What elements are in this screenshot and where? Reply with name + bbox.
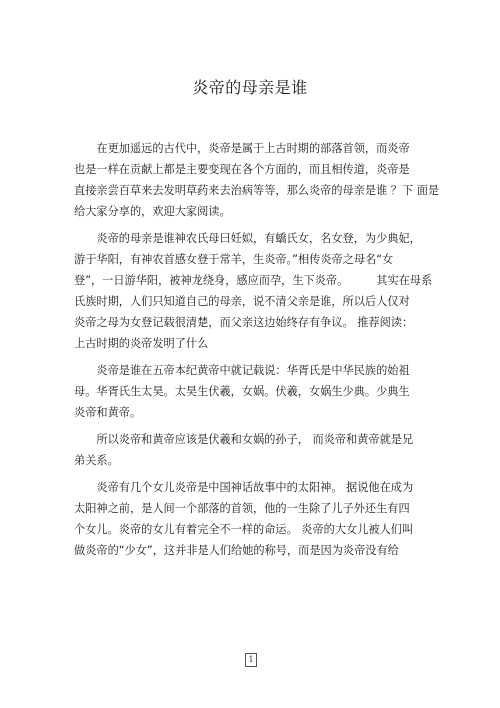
paragraph xyxy=(74,429,434,471)
text-line: 做炎帝的“少女”，这并非是人们给她的称号，而是因为炎帝没有给 xyxy=(74,544,399,557)
paragraph xyxy=(74,477,434,561)
paragraph xyxy=(74,138,440,222)
text-line: 母。华胥氏生太昊。太昊生伏羲，女娲。伏羲，女娲生少典。少典生 xyxy=(74,385,410,398)
text-line: 炎帝和黄帝。 xyxy=(74,406,142,419)
text-line: 所以炎帝和黄帝应该是伏羲和女娲的孙子， 而炎帝和黄帝就是兄 xyxy=(74,433,414,446)
text-line: 炎帝之母为女登记载很清楚，而父亲这边始终存有争议。 推荐阅读： xyxy=(74,316,414,329)
text-line: 氏族时期，人们只知道自己的母亲，说不清父亲是谁，所以后人仅对 xyxy=(74,295,410,308)
text-line: 在更加遥远的古代中，炎帝是属于上古时期的部落首领，而炎帝 xyxy=(74,142,410,155)
text-line: 也是一样在贡献上都是主要变现在各个方面的，而且相传道，炎帝是 xyxy=(74,163,410,176)
paragraph xyxy=(74,228,434,354)
text-line: 炎帝的母亲是谁神农氏母曰妊姒，有蟜氏女，名女登，为少典妃， xyxy=(74,232,421,245)
document-body xyxy=(74,138,440,561)
text-line: 炎帝是谁在五帝本纪黄帝中就记载说：华胥氏是中华民族的始祖 xyxy=(74,364,410,377)
document-title: 炎帝的母亲是谁 xyxy=(192,78,308,97)
text-line: 游于华阳，有神农首感女登于常羊，生炎帝。”相传炎帝之母名“女 xyxy=(74,253,394,266)
text-line: 个女儿。炎帝的女儿有着完全不一样的命运。 炎帝的大女儿被人们叫 xyxy=(74,523,414,536)
text-line: 直接亲尝百草来去发明草药来去治病等等，那么炎帝的母亲是谁 ？下 面是 xyxy=(74,184,440,197)
text-line: 登”，一日游华阳，被神龙绕身，感应而孕，生下炎帝。 其实在母系 xyxy=(74,274,433,287)
text-line: 炎帝有几个女儿炎帝是中国神话故事中的太阳神。 据说他在成为 xyxy=(74,481,414,494)
page-number: 1 xyxy=(245,653,257,667)
text-line: 太阳神之前，是人间一个部落的首领，他的一生除了儿子外还生有四 xyxy=(74,502,410,515)
text-line: 给大家分享的，欢迎大家阅读。 xyxy=(74,205,231,218)
text-line: 弟关系。 xyxy=(74,454,119,467)
text-line: 上古时期的炎帝发明了什么 xyxy=(74,337,209,350)
paragraph xyxy=(74,360,434,423)
